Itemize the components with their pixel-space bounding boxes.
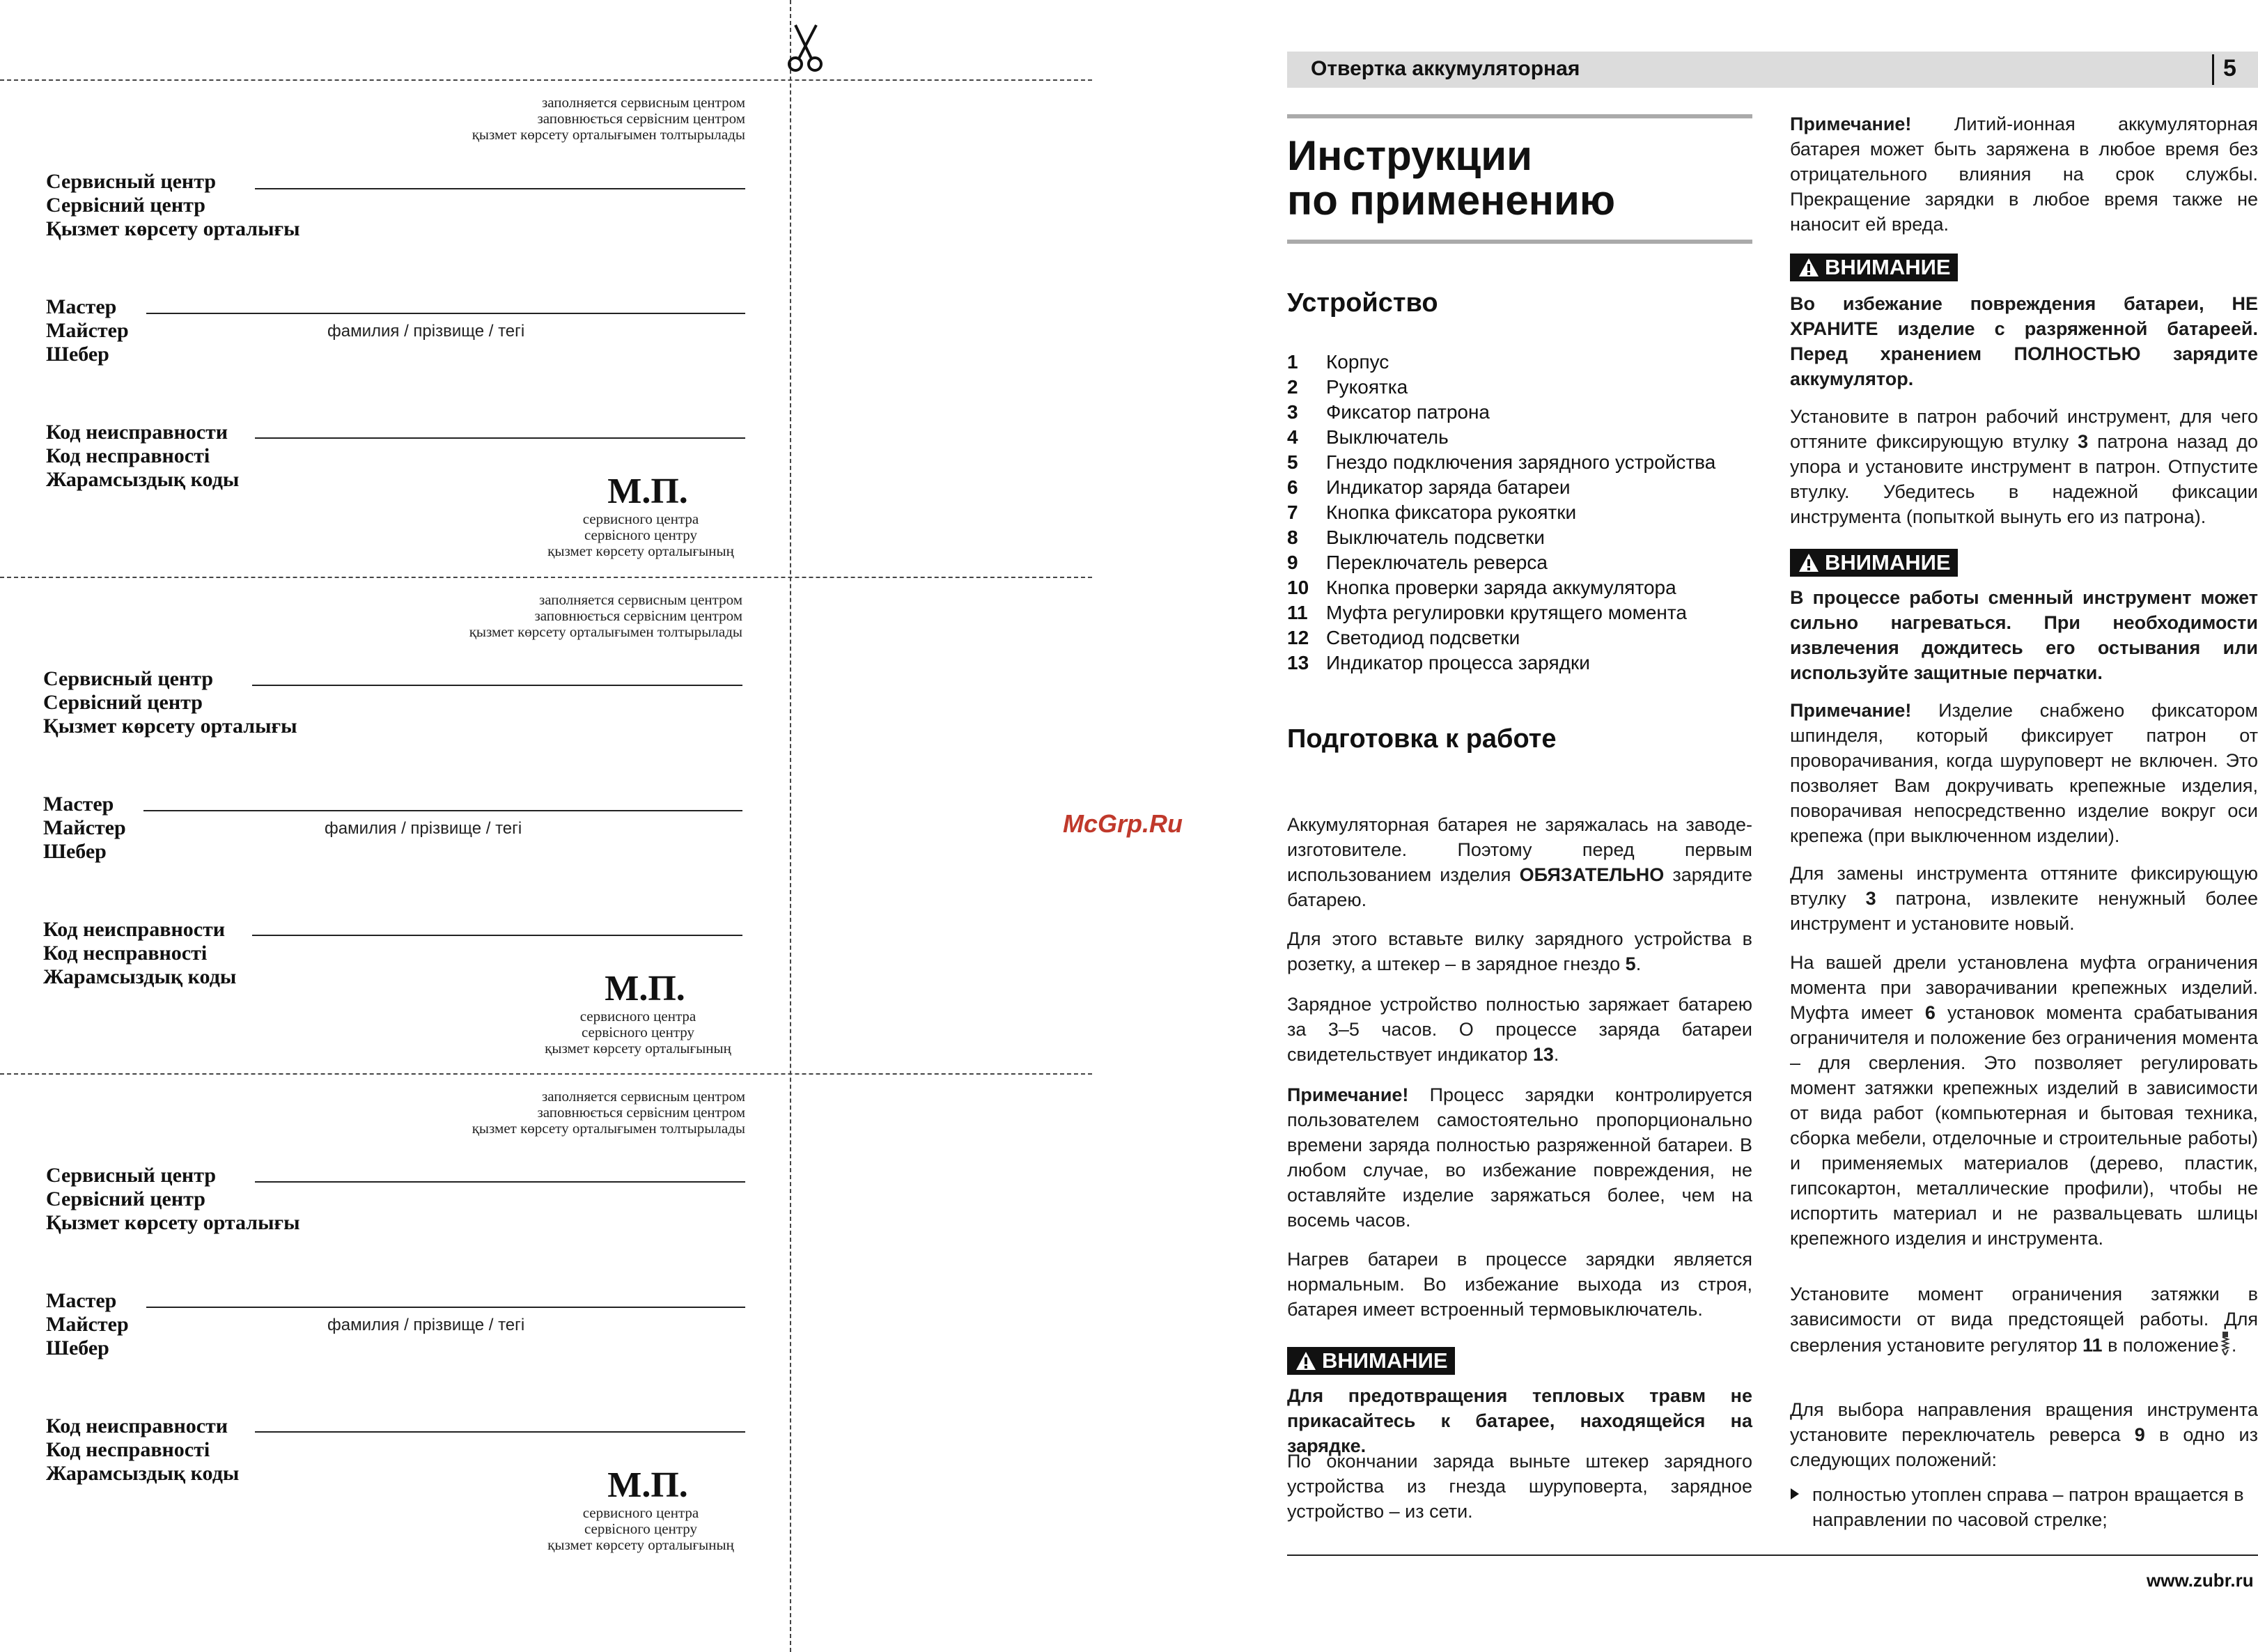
prep-note [1287,1082,1752,1233]
name-hint: фамилия / прізвище / тегі [325,819,522,838]
stamp-caption [501,1505,780,1553]
master-ua: Майстер [46,1313,129,1336]
prep-paragraph-2 [1287,926,1752,976]
stamp-mark: М.П. [607,1465,688,1505]
stamp-caption-ru: сервисного центра [582,511,699,527]
part-name: Гнездо подключения зарядного устройства [1326,451,1716,473]
fault-code-ua: Код несправності [43,942,208,965]
filled-by-ru: заполняется сервисным центром [541,1088,745,1105]
name-hint: фамилия / прізвище / тегі [327,322,525,341]
col2-paragraph-7 [1790,1397,2258,1472]
filled-by-kz: қызмет көрсету орталығымен толтырылады [469,623,742,640]
title-rule-top [1287,114,1752,118]
fault-code-ru: Код неисправности [46,421,228,444]
footer-url[interactable]: www.zubr.ru [2147,1570,2254,1591]
part-number: 2 [1287,376,1298,398]
vertical-cut-line [790,0,791,1652]
text-bold: 3 [1865,888,1876,909]
name-hint: фамилия / прізвище / тегі [327,1316,525,1334]
col2-paragraph-5 [1790,950,2258,1251]
running-header [1287,52,2258,88]
bullet-text: полностью утоплен справа – патрон вращается в направлении по часовой стрелке; [1812,1484,2244,1530]
master-ru: Мастер [43,793,114,816]
text-run: . [2231,1334,2237,1356]
warning-label: ВНИМАНИЕ [1825,255,1951,279]
fault-code-label [43,918,236,989]
fault-code-field[interactable] [252,935,742,936]
text-run: Установите в патрон рабочий инструмент, для чего оттяните фиксирующую втулку [1790,406,2258,452]
cut-line-3 [0,1073,1092,1075]
title-rule-bottom [1287,240,1752,244]
stamp-caption-kz: қызмет көрсету орталығының [545,1040,731,1057]
warning-icon [1798,553,1819,572]
stamp-caption [499,1008,777,1057]
text-run: . [1553,1044,1559,1065]
stamp-caption-ua: сервісного центру [584,527,697,543]
filled-by-kz: қызмет көрсету орталығымен толтырылады [472,126,745,143]
master-field[interactable] [143,810,742,811]
part-name: Выключатель подсветки [1326,527,1545,548]
warning-label: ВНИМАНИЕ [1825,550,1951,575]
stamp-caption-ua: сервісного центру [581,1024,694,1041]
fault-code-ua: Код несправності [46,444,210,467]
part-number: 12 [1287,627,1309,648]
master-kz: Шебер [46,343,109,366]
service-center-field[interactable] [255,1181,745,1183]
text-run: в одно из следующих положений: [1790,1424,2258,1470]
part-name: Корпус [1326,351,1389,373]
text-run: Установите момент ограничения затяжки в зависимости от вида предстоящей работы. Для сверления установите регулятор [1790,1284,2258,1356]
service-center-field[interactable] [252,685,742,686]
part-name: Переключатель реверса [1326,552,1548,573]
text-bold: ОБЯЗАТЕЛЬНО [1519,864,1665,885]
text-bold: 13 [1532,1044,1554,1065]
warning-text-3: В процессе работы сменный инструмент может сильно нагреваться. При необходимости извлечения дождитесь его остывания или используйте защитные перчатки. [1790,587,2258,683]
cut-line-2 [0,577,1092,578]
col2-note-1 [1790,111,2258,237]
part-number: 10 [1287,577,1309,598]
note-label: Примечание! [1287,1084,1409,1105]
text-run: Нагрев батареи в процессе зарядки является нормальным. Во избежание выхода из строя, батарея имеет встроенный термовыключатель. [1287,1249,1752,1320]
fault-code-kz: Жарамсыздық коды [46,1462,240,1485]
service-center-kz: Қызмет көрсету орталығы [46,1211,300,1234]
drill-icon [2220,1332,2230,1362]
fault-code-label [46,1415,239,1486]
part-number: 11 [1287,602,1308,623]
filled-by-note [355,1089,745,1137]
master-label [46,1289,129,1360]
page-title-line-1: Инструкции [1287,132,1533,179]
fault-code-ru: Код неисправности [46,1415,228,1437]
service-center-label [46,170,300,241]
filled-by-kz: қызмет көрсету орталығымен толтырылады [472,1120,745,1137]
col2-paragraph-4 [1790,861,2258,936]
filled-by-ua: заповнюється сервісним центром [537,110,745,127]
text-run: Для выбора направления вращения инструмента установите переключатель реверса [1790,1399,2258,1445]
text-run: зарядите батарею. [1287,864,1752,910]
service-center-kz: Қызмет көрсету орталығы [43,715,297,738]
filled-by-ua: заповнюється сервісним центром [537,1104,745,1121]
prep-heading: Подготовка к работе [1287,724,1557,754]
service-center-field[interactable] [255,188,745,189]
master-field[interactable] [146,313,745,314]
warning-text-2: Во избежание повреждения батареи, НЕ ХРАНИТЕ изделие с разряженной батареей. Перед хранением ПОЛНОСТЬЮ зарядите аккумулятор. [1790,293,2258,389]
part-number: 8 [1287,527,1298,548]
note-label: Примечание! [1790,700,1912,721]
text-bold: 3 [2078,431,2089,452]
scissors-icon [786,22,827,81]
warning-icon [1798,258,1819,277]
part-number: 1 [1287,351,1298,373]
service-center-ru: Сервисный центр [46,1164,216,1187]
service-center-ru: Сервисный центр [46,170,216,193]
cut-line-1 [0,79,1092,81]
service-center-ru: Сервисный центр [43,667,213,690]
warning-badge [1790,254,1958,281]
warning-icon [1295,1351,1316,1371]
master-kz: Шебер [43,840,107,863]
part-name: Индикатор заряда батареи [1326,476,1571,498]
service-center-ua: Сервісний центр [46,1187,205,1210]
header-divider [2212,54,2214,85]
service-center-label [46,1164,300,1235]
stamp-caption [501,511,780,559]
fault-code-ua: Код несправності [46,1438,210,1461]
stamp-mark: М.П. [605,969,685,1008]
master-field[interactable] [146,1307,745,1308]
col2-paragraph-2 [1790,404,2258,529]
note-label: Примечание! [1790,114,1912,134]
prep-paragraph-6: По окончании заряда выньте штекер зарядного устройства из гнезда шуруповерта, зарядное устройство – из сети. [1287,1451,1752,1522]
master-ru: Мастер [46,295,117,318]
stamp-caption-kz: қызмет көрсету орталығының [547,543,734,559]
text-run: патрона назад до упора и установите инструмент в патрон. Отпустите втулку. Убедитесь в надежной фиксации инструмента (попыткой вынуть его из патрона). [1790,431,2258,527]
prep-paragraph-1 [1287,812,1752,912]
stamp-caption-ru: сервисного центра [582,1504,699,1521]
part-name: Индикатор процесса зарядки [1326,652,1590,673]
device-heading: Устройство [1287,288,1438,318]
warning-badge [1790,549,1958,577]
text-run: установок момента срабатывания ограничителя и положение без ограничения момента – для сверления. Это позволяет регулировать момент затяжки крепежных изделий в зависимости от вида работ (компьютерная и бытовая техника, сборка мебели, отделочные и строительные работы) и применяемых материалов (дерево, пластик, гипсокартон, металлические профили), чтобы не испортить материал и не развальцевать шлицы крепежного изделия и инструмента. [1790,1002,2258,1249]
text-run: Аккумуляторная батарея не заряжалась на заводе-изготовителе. Поэтому перед первым использованием изделия [1287,814,1752,885]
prep-paragraph-5 [1287,1247,1752,1322]
text-run: На вашей дрели установлена муфта ограничения момента при заворачивании крепежных изделий. Муфта имеет [1790,952,2258,1023]
master-label [46,295,129,366]
service-center-ua: Сервісний центр [43,691,203,714]
filled-by-ru: заполняется сервисным центром [541,94,745,111]
col2-note-2 [1790,698,2258,848]
part-number: 9 [1287,552,1298,573]
fault-code-field[interactable] [255,1431,745,1433]
text-run: Изделие снабжено фиксатором шпинделя, который фиксирует патрон от проворачивания, когда шуруповерт не включен. Это позволяет Вам докручивать крепежные изделия, поворачивая непосредственно изделие вокруг оси крепежа (при выключенном изделии). [1790,700,2258,846]
filled-by-ru: заполняется сервисным центром [538,591,742,608]
fault-code-field[interactable] [255,437,745,439]
text-run: Для этого вставьте вилку зарядного устройства в розетку, а штекер – в зарядное гнездо [1287,928,1752,974]
text-run: патрона, извлеките ненужный более инструмент и установите новый. [1790,888,2258,934]
part-name: Рукоятка [1326,376,1408,398]
page-title [1287,134,1615,223]
warning-text-1: Для предотвращения тепловых травм не прикасайтесь к батарее, находящейся на зарядке. [1287,1385,1752,1456]
part-name: Фиксатор патрона [1326,401,1490,423]
part-number: 5 [1287,451,1298,473]
triangle-bullet-icon [1790,1488,1800,1504]
text-run: Процесс зарядки контролируется пользователем самостоятельно пропорционально времени заряда полностью разряженной батареи. В любом случае, во избежание повреждения, не оставляйте изделие заряжаться более, чем на восемь часов. [1287,1084,1752,1231]
part-name: Муфта регулировки крутящего момента [1326,602,1687,623]
page-title-line-2: по применению [1287,177,1616,224]
warning-badge [1287,1347,1455,1375]
text-run: . [1635,953,1642,974]
service-center-ua: Сервісний центр [46,194,205,217]
filled-by-note [355,95,745,143]
fault-code-ru: Код неисправности [43,918,226,941]
stamp-caption-ua: сервісного центру [584,1520,697,1537]
part-name: Кнопка фиксатора рукоятки [1326,501,1577,523]
text-run: Для замены инструмента оттяните фиксирующую втулку [1790,863,2258,909]
master-label [43,793,126,864]
part-name: Выключатель [1326,426,1449,448]
text-bold: 5 [1625,953,1636,974]
fault-code-kz: Жарамсыздық коды [43,965,237,988]
master-ua: Майстер [43,816,126,839]
stamp-caption-kz: қызмет көрсету орталығының [547,1536,734,1553]
filled-by-note [352,592,742,640]
header-title: Отвертка аккумуляторная [1311,57,1580,80]
master-ua: Майстер [46,319,129,342]
text-bold: 6 [1924,1002,1936,1023]
part-number: 6 [1287,476,1298,498]
master-kz: Шебер [46,1337,109,1359]
part-name: Кнопка проверки заряда аккумулятора [1326,577,1676,598]
stamp-caption-ru: сервисного центра [579,1008,696,1024]
part-name: Светодиод подсветки [1326,627,1520,648]
stamp-mark: М.П. [607,472,688,511]
page-number: 5 [2223,55,2236,81]
fault-code-kz: Жарамсыздық коды [46,468,240,491]
service-center-kz: Қызмет көрсету орталығы [46,217,300,240]
part-number: 7 [1287,501,1298,523]
prep-paragraph-3 [1287,992,1752,1067]
text-bold: 9 [2134,1424,2145,1445]
warning-label: ВНИМАНИЕ [1322,1348,1448,1373]
master-ru: Мастер [46,1289,117,1312]
part-number: 3 [1287,401,1298,423]
text-run: в положение [2102,1334,2219,1356]
text-bold: 11 [2082,1334,2103,1356]
part-number: 4 [1287,426,1298,448]
fault-code-label [46,421,239,492]
text-run: Литий-ионная аккумуляторная батарея может быть заряжена в любое время без отрицательного влияния на срок службы. Прекращение зарядки в любое время также не наносит ей вреда. [1790,114,2258,235]
col2-paragraph-6 [1790,1281,2258,1362]
filled-by-ua: заповнюється сервісним центром [534,607,742,624]
service-center-label [43,667,297,738]
part-number: 13 [1287,652,1309,673]
watermark-link[interactable]: McGrp.Ru [1063,809,1183,838]
footer-rule [1287,1554,2258,1556]
text-run: Зарядное устройство полностью заряжает батарею за 3–5 часов. О процессе заряда батареи свидетельствует индикатор [1287,994,1752,1065]
